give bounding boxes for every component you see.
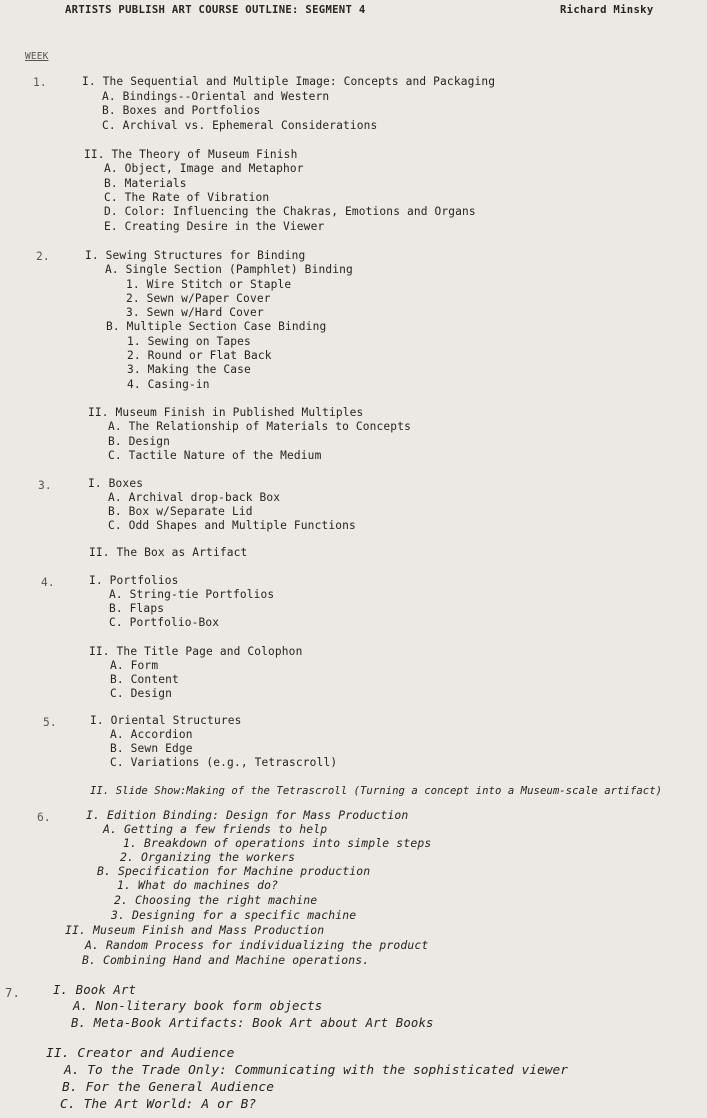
outline-line: I. The Sequential and Multiple Image: Concepts and Packaging [82, 75, 496, 88]
outline-line: A. Form [110, 659, 159, 672]
author-name: Richard Minsky [560, 4, 654, 16]
outline-line: I. Portfolios [89, 574, 179, 587]
outline-line: 1. What do machines do? [117, 878, 279, 892]
outline-line: A. Getting a few friends to help [103, 822, 328, 836]
outline-line: C. The Rate of Vibration [104, 191, 270, 204]
outline-line: C. Tactile Nature of the Medium [108, 449, 322, 462]
outline-line: E. Creating Desire in the Viewer [104, 220, 325, 233]
outline-line: C. Portfolio-Box [109, 616, 220, 629]
outline-line: 3. Making the Case [127, 363, 251, 376]
outline-line: A. Accordion [110, 728, 193, 741]
document-title: ARTISTS PUBLISH ART COURSE OUTLINE: SEGMENT 4 [65, 4, 366, 16]
week-number: 1. [33, 76, 47, 89]
outline-line: B. Design [108, 435, 170, 448]
outline-line: II. The Theory of Museum Finish [84, 148, 298, 161]
outline-line: 2. Round or Flat Back [127, 349, 272, 362]
week-number: 6. [37, 811, 51, 824]
outline-line: I. Boxes [88, 477, 144, 490]
outline-line: B. Specification for Machine production [97, 864, 371, 878]
outline-line: 4. Casing-in [127, 378, 210, 391]
outline-line: A. Archival drop-back Box [108, 491, 281, 504]
outline-line: C. The Art World: A or B? [60, 1097, 257, 1112]
week-number: 3. [38, 479, 52, 492]
outline-line: B. Box w/Separate Lid [108, 505, 253, 518]
outline-line: II. The Box as Artifact [89, 546, 248, 559]
outline-line: 1. Sewing on Tapes [127, 335, 251, 348]
outline-line: II. Museum Finish and Mass Production [65, 923, 325, 937]
outline-line: A. The Relationship of Materials to Concepts [108, 420, 411, 433]
outline-line: B. Sewn Edge [110, 742, 193, 755]
outline-line: B. For the General Audience [62, 1080, 275, 1095]
outline-line: 1. Wire Stitch or Staple [126, 278, 292, 291]
outline-line: B. Boxes and Portfolios [102, 104, 261, 117]
week-number: 4. [41, 576, 55, 589]
outline-line: A. To the Trade Only: Communicating with the sophisticated viewer [64, 1063, 569, 1078]
outline-line: 2. Sewn w/Paper Cover [126, 292, 271, 305]
week-number: 2. [36, 250, 50, 263]
outline-line: B. Combining Hand and Machine operations. [82, 953, 370, 967]
outline-line: A. Object, Image and Metaphor [104, 162, 304, 175]
outline-line: A. Non-literary book form objects [73, 999, 323, 1013]
outline-line: II. The Title Page and Colophon [89, 645, 303, 658]
outline-line: B. Content [110, 673, 179, 686]
outline-line: II. Creator and Audience [46, 1046, 235, 1061]
outline-line: B. Meta-Book Artifacts: Book Art about Art Books [71, 1016, 434, 1030]
outline-line: A. Bindings--Oriental and Western [102, 90, 330, 103]
outline-line: 2. Choosing the right machine [114, 893, 318, 907]
outline-line: 3. Designing for a specific machine [111, 908, 357, 922]
week-column-label: WEEK [25, 51, 49, 62]
outline-line: I. Edition Binding: Design for Mass Production [86, 808, 409, 822]
outline-line: A. Random Process for individualizing the product [85, 938, 429, 952]
outline-line: C. Archival vs. Ephemeral Considerations [102, 119, 378, 132]
outline-line: C. Variations (e.g., Tetrascroll) [110, 756, 338, 769]
outline-line: C. Design [110, 687, 172, 700]
outline-line: II. Slide Show:Making of the Tetrascroll (Turning a concept into a Museum-scale artifact) [90, 785, 663, 797]
outline-line: II. Museum Finish in Published Multiples [88, 406, 364, 419]
outline-line: B. Materials [104, 177, 187, 190]
outline-line: A. String-tie Portfolios [109, 588, 275, 601]
outline-line: 1. Breakdown of operations into simple steps [123, 836, 432, 850]
outline-line: 3. Sewn w/Hard Cover [126, 306, 264, 319]
outline-line: 2. Organizing the workers [120, 850, 296, 864]
week-number: 7. [5, 986, 21, 1000]
outline-line: D. Color: Influencing the Chakras, Emotions and Organs [104, 205, 476, 218]
outline-line: B. Flaps [109, 602, 165, 615]
week-number: 5. [43, 716, 57, 729]
outline-line: I. Oriental Structures [90, 714, 242, 727]
outline-line: C. Odd Shapes and Multiple Functions [108, 519, 356, 532]
outline-line: A. Single Section (Pamphlet) Binding [105, 263, 353, 276]
outline-line: B. Multiple Section Case Binding [106, 320, 327, 333]
outline-line: I. Sewing Structures for Binding [85, 249, 306, 262]
outline-line: I. Book Art [53, 983, 137, 997]
